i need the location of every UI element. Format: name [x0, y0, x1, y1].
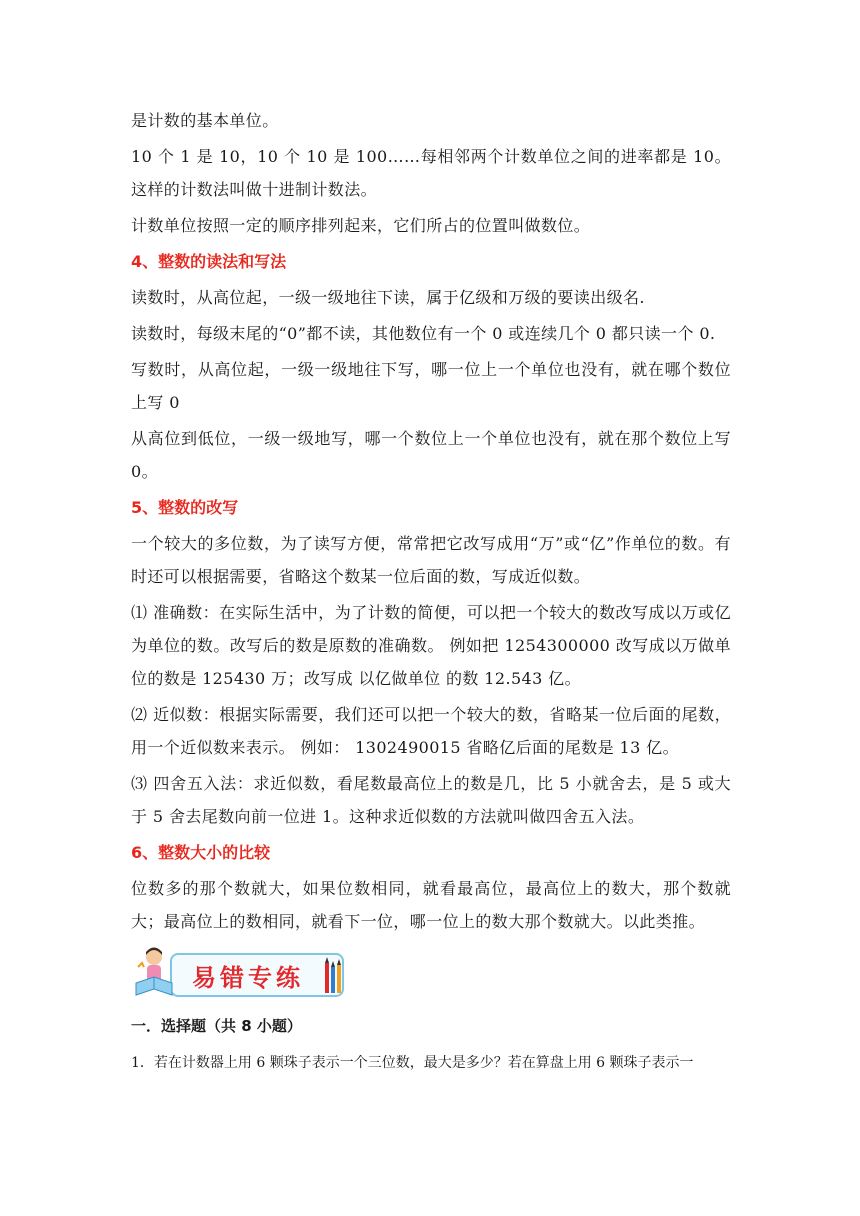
- paragraph: ⑵ 近似数：根据实际需要，我们还可以把一个较大的数，省略某一位后面的尾数，用一个近似数来表示。 例如： 1302490015 省略亿后面的尾数是 13 亿。: [131, 705, 731, 757]
- paragraph: ⑴ 准确数：在实际生活中，为了计数的简便，可以把一个较大的数改写成以万或亿为单位的数。改写后的数是原数的准确数。 例如把 1254300000 改写成以万做单位的数是 125430 万；改写成 以亿做单位 的数 12.543 亿。: [131, 603, 731, 688]
- banner-title: 易错专练: [192, 963, 304, 992]
- paragraph: 位数多的那个数就大，如果位数相同，就看最高位，最高位上的数大，那个数就大；最高位上的数相同，就看下一位，哪一位上的数大那个数就大。以此类推。: [131, 879, 731, 931]
- paragraph: 一个较大的多位数，为了读写方便，常常把它改写成用“万”或“亿”作单位的数。有时还可以根据需要，省略这个数某一位后面的数，写成近似数。: [131, 534, 731, 586]
- paragraph: ⑶ 四舍五入法：求近似数，看尾数最高位上的数是几，比 5 小就舍去，是 5 或大于 5 舍去尾数向前一位进 1。这种求近似数的方法就叫做四舍五入法。: [131, 774, 731, 826]
- paragraph: 写数时，从高位起，一级一级地往下写，哪一位上一个单位也没有，就在哪个数位上写 0: [131, 360, 731, 412]
- exercise-section-title: 一．选择题（共 8 小题）: [131, 1017, 302, 1035]
- paragraph: 读数时，从高位起，一级一级地往下读，属于亿级和万级的要读出级名.: [131, 288, 645, 307]
- practice-banner: [132, 943, 342, 1001]
- student-reading-icon: [132, 943, 192, 1001]
- pencils-icon: [324, 957, 342, 997]
- paragraph: 10 个 1 是 10，10 个 10 是 100……每相邻两个计数单位之间的进率都是 10。这样的计数法叫做十进制计数法。: [131, 147, 731, 199]
- paragraph: 从高位到低位，一级一级地写，哪一个数位上一个单位也没有，就在那个数位上写 0。: [131, 429, 731, 481]
- paragraph: 计数单位按照一定的顺序排列起来，它们所占的位置叫做数位。: [131, 216, 591, 235]
- section-heading-6: 6、整数大小的比较: [131, 843, 271, 862]
- paragraph: 读数时，每级末尾的“0”都不读，其他数位有一个 0 或连续几个 0 都只读一个 0.: [131, 324, 716, 343]
- document-content: [131, 104, 731, 1077]
- question-1: 1．若在计数器上用 6 颗珠子表示一个三位数，最大是多少？若在算盘上用 6 颗珠子表示一: [131, 1055, 694, 1071]
- paragraph: 是计数的基本单位。: [131, 111, 279, 130]
- section-heading-4: 4、整数的读法和写法: [131, 252, 287, 271]
- section-heading-5: 5、整数的改写: [131, 498, 239, 517]
